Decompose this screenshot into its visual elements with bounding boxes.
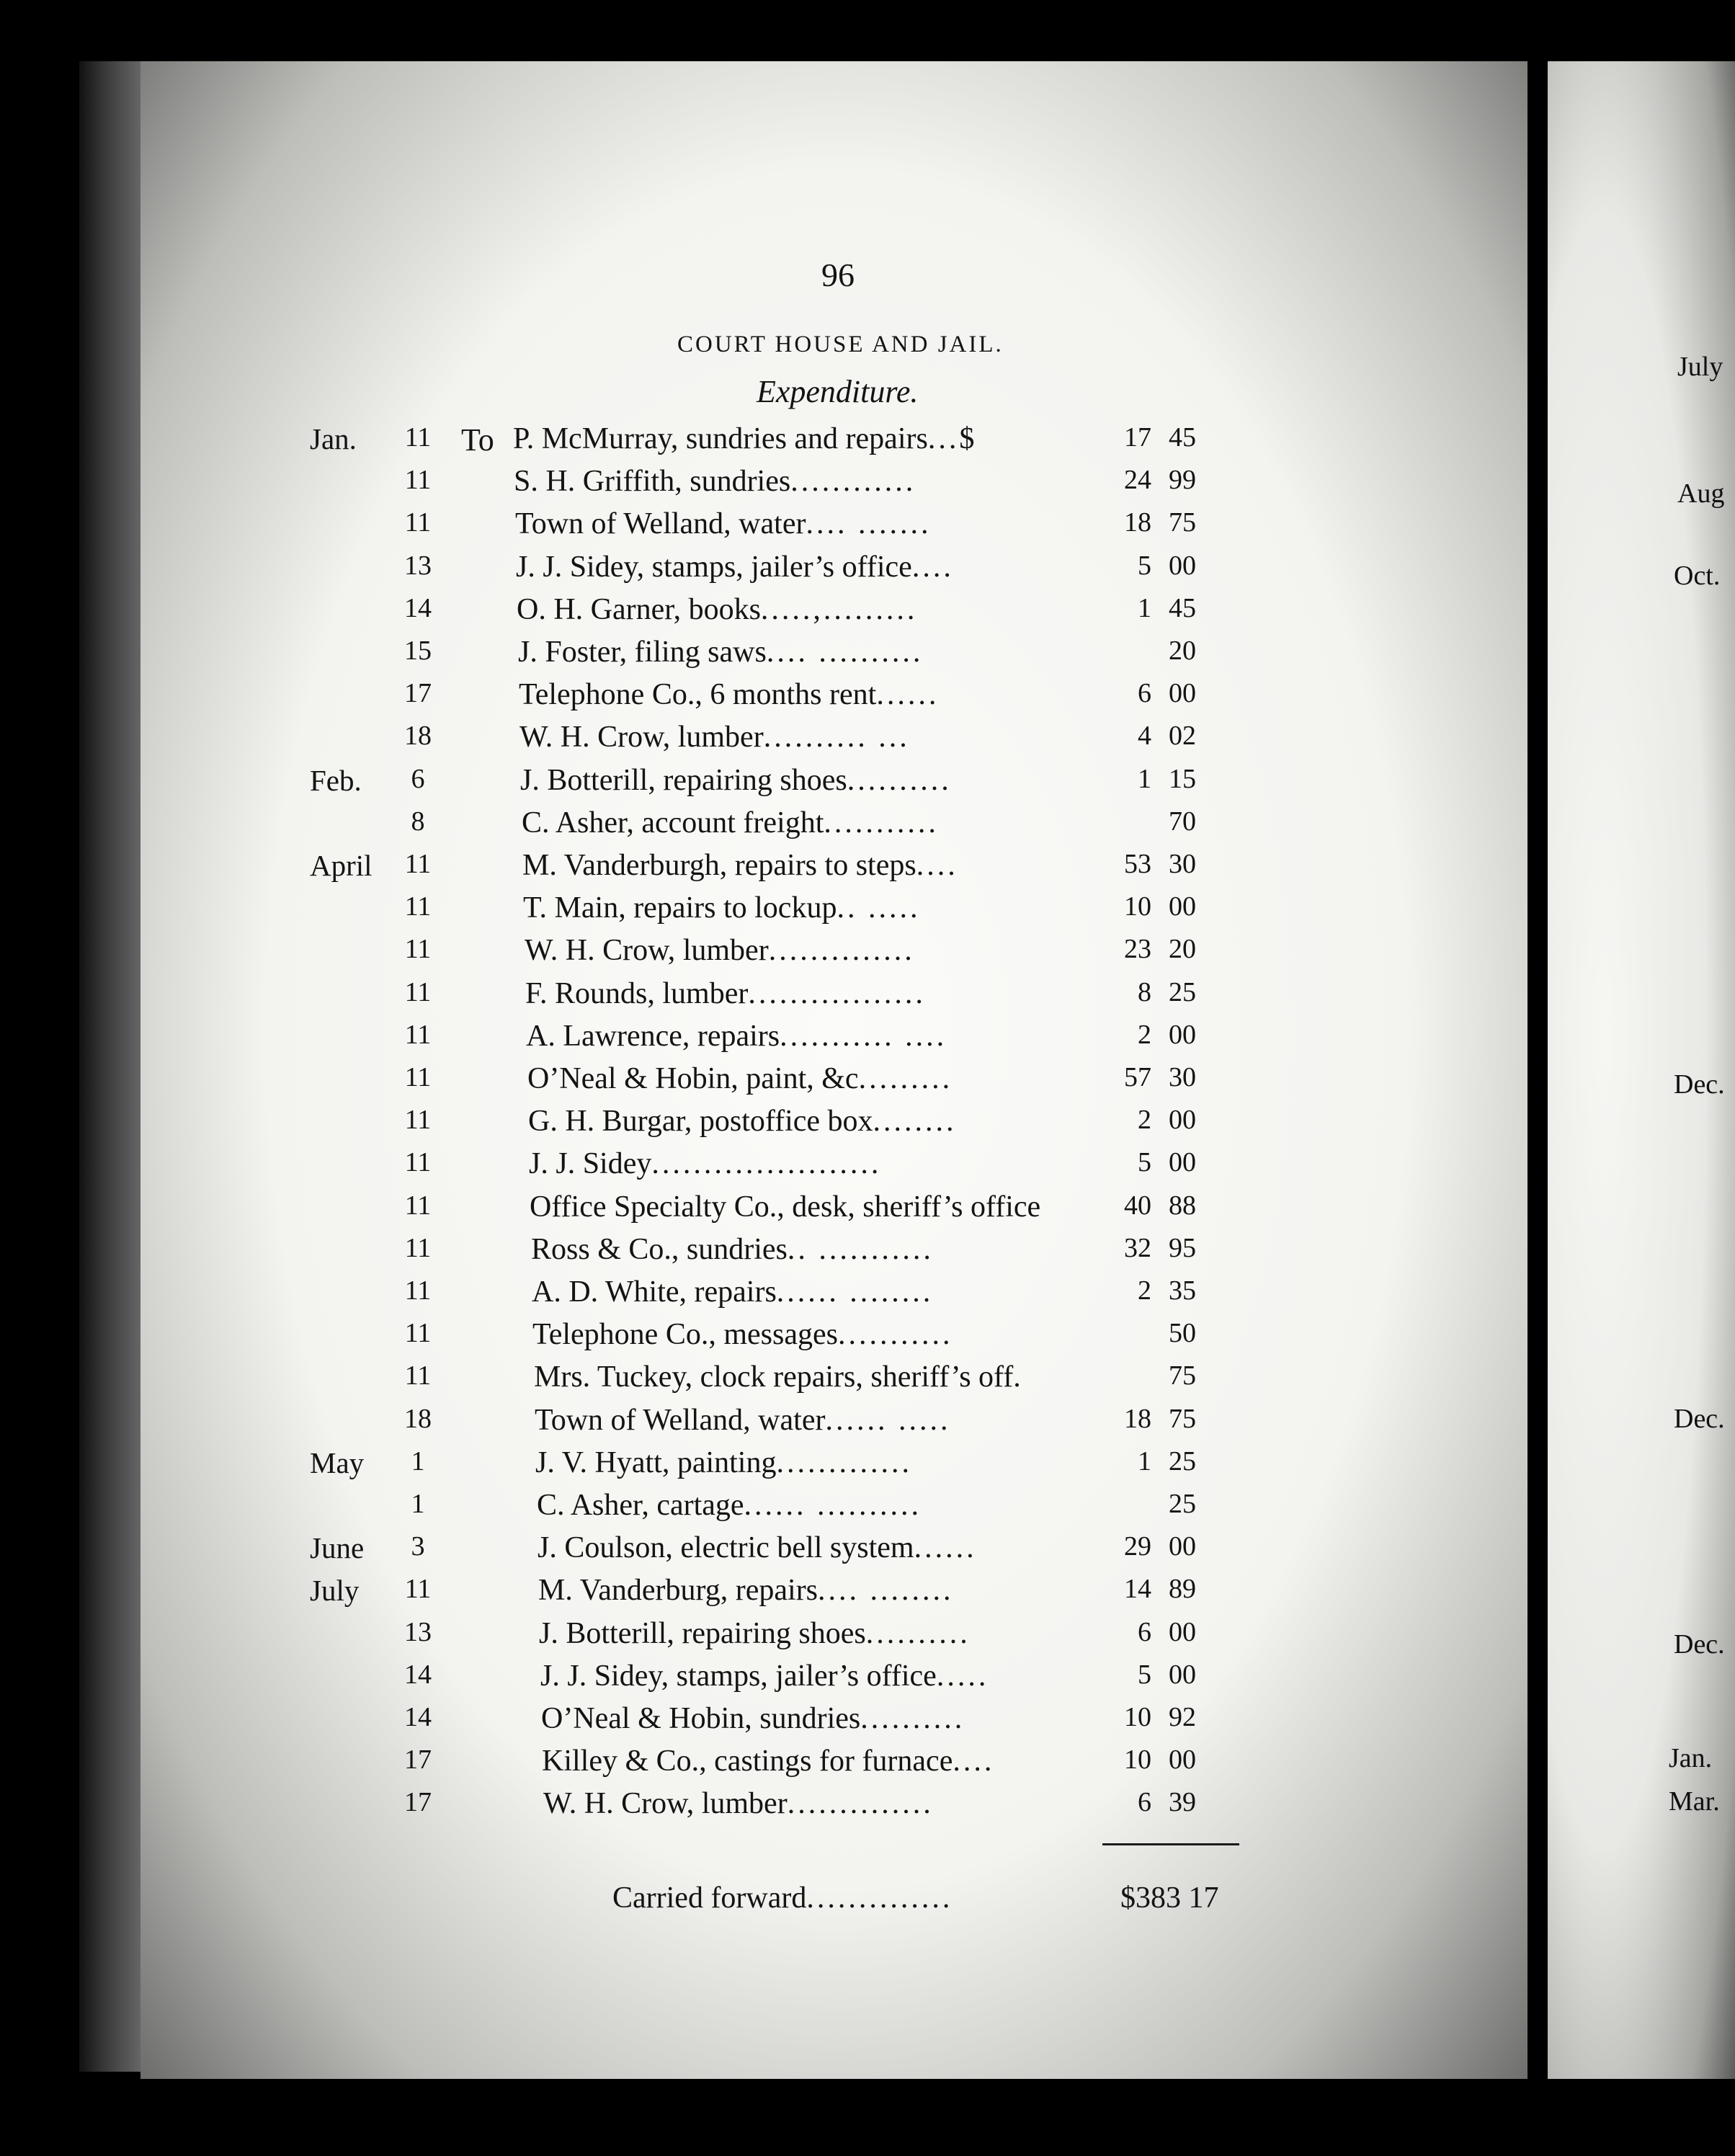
entry-cents: 35 — [1169, 1275, 1196, 1306]
right-month-5: Dec. — [1674, 1404, 1725, 1434]
entry-leader: ...... — [876, 678, 940, 711]
entry-cents: 00 — [1169, 1660, 1196, 1690]
entry-dollars: 1 — [1138, 764, 1151, 794]
entry-cents: 39 — [1169, 1787, 1196, 1817]
entry-payee: S. H. Griffith, sundries — [514, 465, 791, 498]
entry-description — [541, 1701, 965, 1736]
entry-cents: 00 — [1169, 1745, 1196, 1775]
entry-description — [522, 806, 939, 840]
entry-day: 18 — [404, 1404, 432, 1434]
entry-day: 11 — [404, 849, 432, 879]
entry-description — [528, 1104, 957, 1139]
entry-day: 17 — [404, 1745, 432, 1775]
entry-dollars: 5 — [1138, 1147, 1151, 1177]
entry-payee: C. Asher, account freight — [522, 806, 824, 839]
entry-cents: 75 — [1169, 507, 1196, 538]
carried-forward-amount: $383 17 — [1120, 1881, 1219, 1915]
entry-leader: .......... — [865, 1617, 971, 1650]
ledger-row — [0, 806, 1297, 847]
entry-description — [537, 1488, 922, 1523]
entry-day: 11 — [404, 1062, 432, 1092]
ledger-row — [0, 1573, 1297, 1615]
entry-cents: 00 — [1169, 678, 1196, 708]
ledger-row — [0, 422, 1297, 463]
entry-cents: 25 — [1169, 1446, 1196, 1476]
entry-cents: 45 — [1169, 422, 1196, 453]
entry-dollars: 1 — [1138, 1446, 1151, 1476]
entry-description — [513, 422, 974, 456]
entry-leader: .... .......... — [766, 636, 924, 669]
entry-day: 11 — [404, 1318, 432, 1348]
entry-day: 11 — [404, 422, 432, 453]
entry-payee: W. H. Crow, lumber — [519, 721, 764, 754]
entry-description — [530, 1190, 1040, 1224]
entry-day: 11 — [404, 977, 432, 1007]
entry-dollars: 2 — [1138, 1020, 1151, 1050]
book-gutter — [1527, 61, 1548, 2079]
entry-day: 18 — [404, 721, 432, 751]
entry-description — [529, 1146, 881, 1181]
ledger-row — [0, 1403, 1297, 1445]
carried-forward-text: Carried forward — [612, 1881, 807, 1915]
entry-description — [517, 592, 917, 627]
entry-payee: Killey & Co., castings for furnace — [542, 1745, 953, 1778]
entry-description — [531, 1232, 934, 1267]
entry-leader: .... — [911, 551, 954, 584]
right-month-7: Jan. — [1669, 1743, 1713, 1773]
ledger-row — [0, 1446, 1297, 1487]
entry-payee: Ross & Co., sundries — [531, 1233, 788, 1266]
entry-payee: T. Main, repairs to lockup — [523, 891, 837, 925]
dollar-sign: $ — [959, 422, 975, 455]
entry-leader: .. ........... — [787, 1233, 934, 1266]
entry-leader: ...... ........ — [776, 1275, 934, 1309]
entry-leader: ........... — [837, 1318, 953, 1351]
entry-day: 1 — [411, 1446, 425, 1476]
entry-cents: 25 — [1169, 977, 1196, 1007]
entry-dollars: 10 — [1124, 1745, 1151, 1775]
entry-payee: Telephone Co., messages — [532, 1318, 838, 1351]
entry-cents: 92 — [1169, 1702, 1196, 1732]
entry-dollars: 5 — [1138, 1660, 1151, 1690]
entry-description — [535, 1403, 950, 1438]
entry-payee: O’Neal & Hobin, paint, &c — [527, 1062, 859, 1095]
entry-payee: Town of Welland, water — [515, 507, 806, 540]
entry-payee: G. H. Burgar, postoffice box — [528, 1105, 873, 1138]
entry-day: 15 — [404, 636, 432, 666]
right-month-3: Oct. — [1674, 561, 1721, 591]
entry-cents: 00 — [1169, 1105, 1196, 1135]
entry-leader: ........... — [824, 806, 939, 839]
entry-cents: 89 — [1169, 1574, 1196, 1604]
entry-payee: Telephone Co., 6 months rent — [519, 678, 877, 711]
ledger-row — [0, 1104, 1297, 1146]
entry-day: 14 — [404, 1660, 432, 1690]
entry-payee: C. Asher, cartage — [537, 1489, 744, 1522]
entry-payee: P. McMurray, sundries and repairs — [513, 422, 928, 455]
entry-leader: ...... .......... — [744, 1489, 922, 1522]
entry-dollars: 1 — [1138, 593, 1151, 623]
entry-dollars: 32 — [1124, 1233, 1151, 1263]
right-month-6: Dec. — [1674, 1629, 1725, 1660]
entry-cents: 95 — [1169, 1233, 1196, 1263]
entry-description — [543, 1786, 934, 1821]
entry-dollars: 14 — [1124, 1574, 1151, 1604]
entry-payee: Office Specialty Co., desk, sheriff’s office — [530, 1190, 1041, 1224]
entry-dollars: 8 — [1138, 977, 1151, 1007]
entry-leader: ........... .... — [780, 1020, 947, 1053]
ledger-row — [0, 763, 1297, 805]
entry-cents: 30 — [1169, 1062, 1196, 1092]
entry-dollars: 2 — [1138, 1275, 1151, 1306]
entry-day: 11 — [404, 1190, 432, 1221]
entry-payee: M. Vanderburgh, repairs to steps — [522, 849, 916, 882]
entry-payee: J. Botterill, repairing shoes — [520, 764, 847, 797]
entry-cents: 20 — [1169, 934, 1196, 964]
entry-cents: 00 — [1169, 551, 1196, 581]
entry-day: 11 — [404, 1360, 432, 1391]
entry-dollars: 6 — [1138, 678, 1151, 708]
ledger-row — [0, 507, 1297, 548]
entry-payee: J. V. Hyatt, painting — [535, 1446, 777, 1479]
entry-dollars: 18 — [1124, 507, 1151, 538]
entry-day: 11 — [404, 891, 432, 922]
entry-leader: .. ..... — [837, 891, 921, 925]
entry-dollars: 40 — [1124, 1190, 1151, 1221]
ledger-row — [0, 1616, 1297, 1658]
ledger-row — [0, 464, 1297, 506]
page-number: 96 — [821, 257, 855, 293]
entry-payee: Mrs. Tuckey, clock repairs, sheriff’s off. — [534, 1360, 1021, 1394]
entry-day: 17 — [404, 678, 432, 708]
entry-cents: 75 — [1169, 1404, 1196, 1434]
ledger-row — [0, 550, 1297, 592]
entry-day: 11 — [404, 1147, 432, 1177]
entry-leader: ...... — [914, 1531, 977, 1564]
entry-dollars: 57 — [1124, 1062, 1151, 1092]
entry-description — [538, 1531, 977, 1565]
entry-dollars: 18 — [1124, 1404, 1151, 1434]
entry-payee: O’Neal & Hobin, sundries — [541, 1702, 861, 1735]
ledger-row — [0, 1786, 1297, 1828]
entry-cents: 25 — [1169, 1489, 1196, 1519]
entry-payee: J. Foster, filing saws — [518, 636, 767, 669]
entry-month: May — [310, 1446, 365, 1479]
carried-forward-row — [0, 1881, 1297, 1924]
entry-leader: .......... ... — [763, 721, 910, 754]
entry-dollars: 29 — [1124, 1531, 1151, 1562]
entry-day: 17 — [404, 1787, 432, 1817]
ledger-row — [0, 848, 1297, 890]
entry-description — [539, 1616, 971, 1651]
entry-dollars: 53 — [1124, 849, 1151, 879]
entry-description — [532, 1275, 933, 1309]
ledger-row — [0, 635, 1297, 677]
ledger-row — [0, 592, 1297, 634]
entry-description — [534, 1360, 1021, 1394]
ledger-row — [0, 1275, 1297, 1317]
entry-payee: J. J. Sidey, stamps, jailer’s office — [540, 1660, 937, 1693]
ledger-row — [0, 1232, 1297, 1274]
entry-cents: 45 — [1169, 593, 1196, 623]
entry-cents: 50 — [1169, 1318, 1196, 1348]
entry-dollars: 6 — [1138, 1787, 1151, 1817]
entry-cents: 30 — [1169, 849, 1196, 879]
entry-description — [519, 720, 910, 754]
entry-day: 11 — [404, 1574, 432, 1604]
entry-description — [520, 763, 952, 798]
entry-day: 11 — [404, 1275, 432, 1306]
right-month-1: July — [1677, 352, 1723, 382]
entry-leader: .... ........ — [818, 1574, 954, 1607]
entry-month: Jan. — [310, 422, 357, 455]
entry-payee: W. H. Crow, lumber — [543, 1787, 788, 1820]
entry-leader: ................. — [748, 977, 926, 1010]
ledger-row — [0, 1190, 1297, 1231]
entry-day: 6 — [411, 764, 425, 794]
ledger-row — [0, 1317, 1297, 1359]
entry-payee: O. H. Garner, books — [517, 593, 761, 626]
entry-payee: J. Coulson, electric bell system — [538, 1531, 914, 1564]
entry-payee: F. Rounds, lumber — [525, 977, 749, 1010]
entry-dollars: 23 — [1124, 934, 1151, 964]
ledger-row — [0, 1019, 1297, 1061]
right-month-4: Dec. — [1674, 1069, 1725, 1100]
entry-payee: J. Botterill, repairing shoes — [539, 1617, 866, 1650]
entry-day: 11 — [404, 465, 432, 495]
entry-description — [518, 635, 923, 669]
entry-description — [540, 1659, 989, 1693]
entry-day: 11 — [404, 1105, 432, 1135]
section-title: COURT HOUSE AND JAIL. — [677, 331, 1004, 357]
entry-leader: ............. — [776, 1446, 912, 1479]
ledger-row — [0, 677, 1297, 719]
entry-cents: 99 — [1169, 465, 1196, 495]
entry-cents: 70 — [1169, 806, 1196, 837]
entry-cents: 75 — [1169, 1360, 1196, 1391]
ledger-row — [0, 933, 1297, 975]
entry-leader: .............. — [787, 1787, 934, 1820]
entry-description — [532, 1317, 953, 1352]
entry-day: 11 — [404, 1020, 432, 1050]
entry-dollars: 17 — [1124, 422, 1151, 453]
entry-description — [527, 1061, 953, 1096]
entry-payee: Town of Welland, water — [535, 1404, 826, 1437]
ledger-row — [0, 1744, 1297, 1786]
entry-description — [519, 677, 939, 712]
entry-leader: .......... — [860, 1702, 965, 1735]
entry-leader: .....,......... — [760, 593, 918, 626]
entry-day: 11 — [404, 934, 432, 964]
ledger-row — [0, 976, 1297, 1018]
ledger-row — [0, 891, 1297, 932]
carried-forward-leader: .............. — [806, 1881, 953, 1915]
entry-leader: .......... — [847, 764, 952, 797]
entry-day: 14 — [404, 593, 432, 623]
carried-forward-label — [612, 1881, 953, 1915]
entry-leader: .............. — [768, 934, 915, 967]
entry-payee: W. H. Crow, lumber — [525, 934, 769, 967]
entry-cents: 00 — [1169, 1147, 1196, 1177]
ledger-row — [0, 1488, 1297, 1530]
entry-month: Feb. — [310, 764, 362, 797]
entry-description — [526, 1019, 947, 1054]
entry-dollars: 4 — [1138, 721, 1151, 751]
entry-day: 14 — [404, 1702, 432, 1732]
ledger-row — [0, 1146, 1297, 1188]
entry-leader: ...................... — [651, 1147, 882, 1180]
entry-leader: .... — [916, 849, 958, 882]
entry-payee: J. J. Sidey, stamps, jailer’s office — [516, 551, 912, 584]
ledger-row — [0, 1701, 1297, 1743]
entry-cents: 00 — [1169, 1531, 1196, 1562]
entry-month: April — [310, 849, 373, 882]
entry-leader: .... — [953, 1745, 995, 1778]
entry-description — [516, 550, 954, 584]
ledger-row — [0, 1061, 1297, 1103]
entry-cents: 15 — [1169, 764, 1196, 794]
entry-leader: ... — [927, 422, 960, 455]
entry-month: June — [310, 1531, 365, 1564]
entry-description — [535, 1446, 912, 1480]
entry-cents: 00 — [1169, 1617, 1196, 1647]
entry-dollars: 2 — [1138, 1105, 1151, 1135]
entry-cents: 02 — [1169, 721, 1196, 751]
entry-description — [525, 933, 915, 968]
ledger-row — [0, 1659, 1297, 1701]
entry-dollars: 24 — [1124, 465, 1151, 495]
entry-cents: 20 — [1169, 636, 1196, 666]
entry-month: July — [310, 1574, 360, 1607]
entry-description — [542, 1744, 994, 1778]
entry-description — [515, 507, 931, 541]
entry-description — [525, 976, 926, 1011]
entry-day: 11 — [404, 1233, 432, 1263]
entry-day: 8 — [411, 806, 425, 837]
right-month-2: Aug — [1677, 478, 1725, 509]
entry-leader: .... ....... — [806, 507, 932, 540]
entry-payee: A. D. White, repairs — [532, 1275, 777, 1309]
entry-day: 13 — [404, 551, 432, 581]
entry-description — [522, 848, 958, 883]
ledger-row — [0, 1360, 1297, 1402]
entry-description — [538, 1573, 954, 1608]
entry-dollars: 10 — [1124, 891, 1151, 922]
entry-cents: 88 — [1169, 1190, 1196, 1221]
entry-cents: 00 — [1169, 1020, 1196, 1050]
entry-leader: ............ — [790, 465, 916, 498]
entry-description — [514, 464, 916, 499]
right-page-fragment — [1548, 61, 1735, 2079]
entry-payee: J. J. Sidey — [529, 1147, 652, 1180]
entry-day: 13 — [404, 1617, 432, 1647]
right-month-8: Mar. — [1669, 1786, 1720, 1817]
sum-rule — [1102, 1843, 1239, 1845]
entry-description — [523, 891, 920, 925]
ledger-row — [0, 1531, 1297, 1572]
entry-leader: ...... ..... — [825, 1404, 951, 1437]
ledger-row — [0, 720, 1297, 762]
entry-leader: ......... — [858, 1062, 953, 1095]
entry-dollars: 5 — [1138, 551, 1151, 581]
entry-day: 11 — [404, 507, 432, 538]
entry-payee: A. Lawrence, repairs — [526, 1020, 780, 1053]
section-subtitle: Expenditure. — [757, 374, 919, 409]
entry-leader: ........ — [873, 1105, 957, 1138]
entry-payee: M. Vanderburg, repairs — [538, 1574, 819, 1607]
entry-day: 1 — [411, 1489, 425, 1519]
entry-dollars: 6 — [1138, 1617, 1151, 1647]
to-prefix: To — [461, 422, 494, 458]
entry-leader: ..... — [936, 1660, 989, 1693]
entry-day: 3 — [411, 1531, 425, 1562]
entry-cents: 00 — [1169, 891, 1196, 922]
entry-dollars: 10 — [1124, 1702, 1151, 1732]
